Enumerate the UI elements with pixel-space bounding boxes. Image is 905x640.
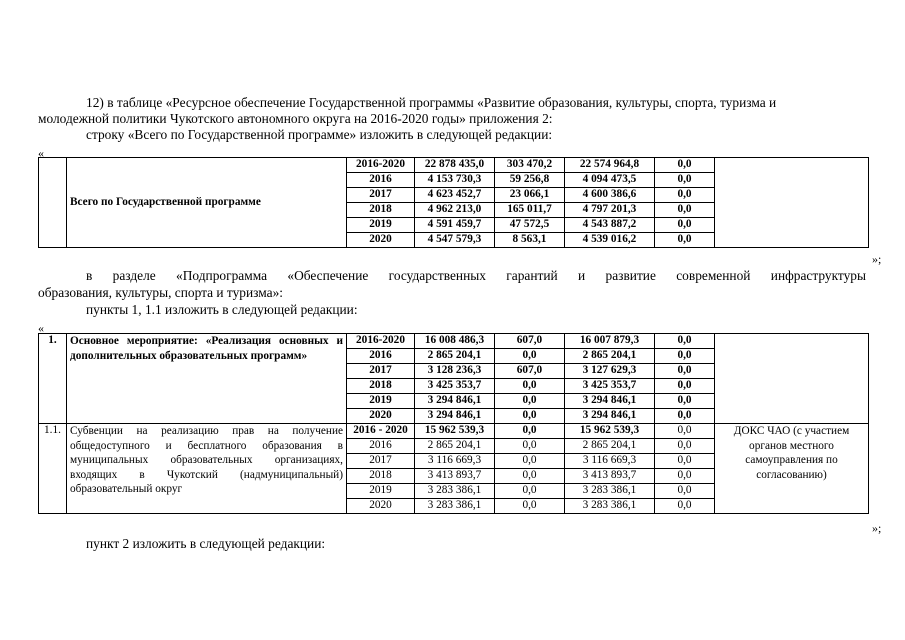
para2-line3: пункты 1, 1.1 изложить в следующей редакции: [86,302,358,317]
table-cell: 2016-2020 [347,334,415,349]
table-cell: 4 153 730,3 [415,173,495,188]
open-quote-2: « [38,321,44,335]
table-cell: 0,0 [655,203,715,218]
table-cell: 0,0 [655,233,715,248]
table-cell: 0,0 [655,349,715,364]
open-quote-1: « [38,146,44,160]
table-cell: 0,0 [655,379,715,394]
table-cell: 0,0 [655,439,715,454]
table-cell: 2016 [347,349,415,364]
subvention-label: Субвенции на реализацию прав на получение общедоступного и бесплатного образования в муниципальных образовательных организациях, входящих в Чукотский (надмуниципальный) образовательный округ [67,424,347,514]
para2-line1: в разделе «Подпрограмма «Обеспечение государственных гарантий и развитие современной инфраструктуры [86,268,866,283]
table-cell: 2017 [347,364,415,379]
table-cell: 3 116 669,3 [565,454,655,469]
table-cell: 2020 [347,233,415,248]
para1-line1: 12) в таблице «Ресурсное обеспечение Государственной программы «Развитие образования, культуры, спорта, туризма и [86,95,777,110]
table-cell-empty [715,158,869,248]
table-cell: 47 572,5 [495,218,565,233]
table-cell: 0,0 [655,173,715,188]
table-cell: 2 865 204,1 [565,349,655,364]
table-cell: 3 425 353,7 [565,379,655,394]
table-cell: 16 008 486,3 [415,334,495,349]
table-cell: 2018 [347,469,415,484]
table-total-program [38,157,869,248]
executor-cell: ДОКС ЧАО (с участием органов местного самоуправления по согласованию) [715,424,869,514]
table-cell: 16 007 879,3 [565,334,655,349]
table-cell: 0,0 [655,364,715,379]
table-cell: 4 962 213,0 [415,203,495,218]
table-cell: 2017 [347,454,415,469]
table-cell: 4 543 887,2 [565,218,655,233]
table-cell: 0,0 [495,454,565,469]
table-cell: 3 283 386,1 [565,484,655,499]
table-cell: 0,0 [495,349,565,364]
item-number-1: 1. [39,334,67,424]
table-cell: 0,0 [655,484,715,499]
para1-line3: строку «Всего по Государственной программе» изложить в следующей редакции: [86,127,553,142]
table-cell: 165 011,7 [495,203,565,218]
table-cell: 0,0 [655,334,715,349]
table-cell: 2018 [347,203,415,218]
table-cell: 0,0 [495,484,565,499]
table-cell: 3 425 353,7 [415,379,495,394]
table-cell: 2019 [347,218,415,233]
table-cell: 0,0 [495,424,565,439]
table-cell: 4 591 459,7 [415,218,495,233]
table-subprogram [38,333,869,514]
table-cell: 3 116 669,3 [415,454,495,469]
table-cell: 2018 [347,379,415,394]
table-cell: 0,0 [495,409,565,424]
table-cell: 0,0 [495,379,565,394]
table-cell: 4 094 473,5 [565,173,655,188]
table-cell-empty [715,334,869,424]
table-cell: 3 294 846,1 [415,409,495,424]
table-cell: 303 470,2 [495,158,565,173]
table-cell-empty [39,158,67,248]
table-cell: 0,0 [495,394,565,409]
close-quote-2: »; [872,521,882,535]
table-cell: 2 865 204,1 [415,439,495,454]
table-cell: 0,0 [655,499,715,514]
table-cell: 0,0 [655,454,715,469]
table-cell: 3 283 386,1 [415,484,495,499]
table-cell: 2016-2020 [347,158,415,173]
main-measure-label: Основное мероприятие: «Реализация основных и дополнительных образовательных программ» [67,334,347,424]
table-row [39,158,869,173]
table-cell: 0,0 [495,499,565,514]
table-cell: 3 283 386,1 [565,499,655,514]
table-cell: 0,0 [655,424,715,439]
para3: пункт 2 изложить в следующей редакции: [86,536,326,551]
table-cell: 0,0 [655,409,715,424]
table-cell: 0,0 [655,218,715,233]
table-cell: 2020 [347,409,415,424]
table-cell: 2019 [347,484,415,499]
table-row [39,424,869,439]
table-cell: 2016 [347,439,415,454]
table-cell: 3 413 893,7 [565,469,655,484]
table-cell: 3 294 846,1 [415,394,495,409]
table-cell: 4 797 201,3 [565,203,655,218]
table-cell: 2 865 204,1 [415,349,495,364]
table-cell: 0,0 [655,394,715,409]
table-cell: 59 256,8 [495,173,565,188]
table-cell: 3 413 893,7 [415,469,495,484]
table-cell: 2020 [347,499,415,514]
table-cell: 3 294 846,1 [565,394,655,409]
table-cell: 23 066,1 [495,188,565,203]
table-cell: 2016 [347,173,415,188]
table-cell: 0,0 [655,188,715,203]
table-cell: 0,0 [495,439,565,454]
table-cell: 4 547 579,3 [415,233,495,248]
table-row [39,334,869,349]
table-cell: 607,0 [495,334,565,349]
table-cell: 0,0 [655,158,715,173]
table-cell: 15 962 539,3 [415,424,495,439]
table-cell: 2019 [347,394,415,409]
item-number-1-1: 1.1. [39,424,67,514]
table-cell: 4 539 016,2 [565,233,655,248]
table-cell: 3 294 846,1 [565,409,655,424]
table-cell: 3 128 236,3 [415,364,495,379]
table-cell: 22 574 964,8 [565,158,655,173]
table-cell: 0,0 [655,469,715,484]
table-cell: 3 127 629,3 [565,364,655,379]
para2-line2: образования, культуры, спорта и туризма»: [38,285,284,300]
close-quote-1: »; [872,252,882,266]
table-cell: 2016 - 2020 [347,424,415,439]
table-cell: 22 878 435,0 [415,158,495,173]
table-cell: 4 623 452,7 [415,188,495,203]
table-cell: 2017 [347,188,415,203]
table-cell: 8 563,1 [495,233,565,248]
table-cell: 607,0 [495,364,565,379]
table-cell: 2 865 204,1 [565,439,655,454]
table-cell: 3 283 386,1 [415,499,495,514]
table-cell: 0,0 [495,469,565,484]
program-total-label: Всего по Государственной программе [67,158,347,248]
para1-line2: молодежной политики Чукотского автономного округа на 2016-2020 годы» приложения 2: [38,111,553,126]
table-cell: 15 962 539,3 [565,424,655,439]
table-cell: 4 600 386,6 [565,188,655,203]
